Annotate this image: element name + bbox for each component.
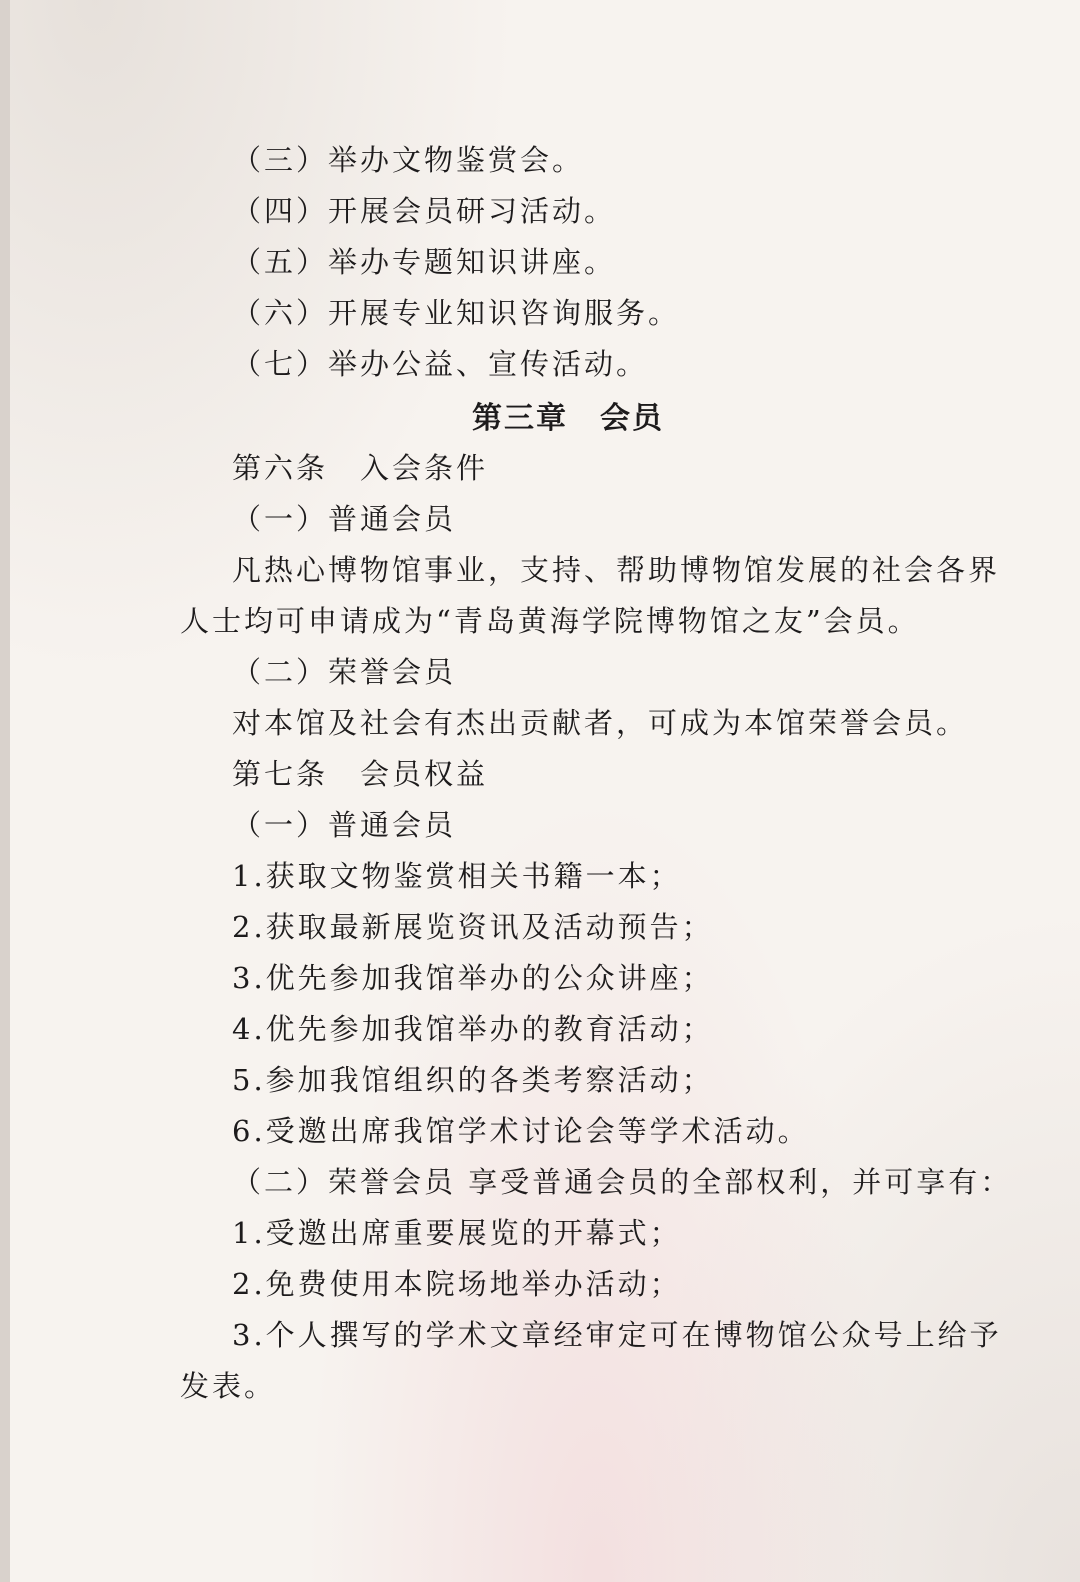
activity-item-4: （四）开展会员研习活动。 xyxy=(232,194,617,228)
benefit-item: 1.获取文物鉴赏相关书籍一本； xyxy=(232,859,682,893)
activity-item-5: （五）举办专题知识讲座。 xyxy=(232,245,617,279)
honorary-benefits-subheading: （二）荣誉会员 享受普通会员的全部权利，并可享有： xyxy=(232,1165,1013,1199)
benefit-item: 4.优先参加我馆举办的教育活动； xyxy=(232,1012,714,1046)
chapter-heading: 第三章 会员 xyxy=(472,401,664,436)
honorary-member-paragraph: 对本馆及社会有杰出贡献者，可成为本馆荣誉会员。 xyxy=(232,706,969,740)
regular-member-subheading: （一）普通会员 xyxy=(232,502,457,536)
honorary-benefit-item: 1.受邀出席重要展览的开幕式； xyxy=(232,1216,682,1250)
article-7-heading: 第七条 会员权益 xyxy=(232,757,489,791)
benefit-item: 6.受邀出席我馆学术讨论会等学术活动。 xyxy=(232,1114,810,1148)
honorary-benefit-item-continuation: 发表。 xyxy=(180,1369,277,1403)
activity-item-6: （六）开展专业知识咨询服务。 xyxy=(232,296,681,330)
benefit-item: 3.优先参加我馆举办的公众讲座； xyxy=(232,961,714,995)
honorary-benefit-item: 2.免费使用本院场地举办活动； xyxy=(232,1267,682,1301)
regular-member-paragraph-line-1: 凡热心博物馆事业，支持、帮助博物馆发展的社会各界 xyxy=(232,553,1001,587)
regular-member-paragraph-line-2: 人士均可申请成为“青岛黄海学院博物馆之友”会员。 xyxy=(180,604,920,638)
honorary-member-subheading: （二）荣誉会员 xyxy=(232,655,457,689)
activity-item-7: （七）举办公益、宣传活动。 xyxy=(232,347,649,381)
benefit-item: 2.获取最新展览资讯及活动预告； xyxy=(232,910,714,944)
activity-item-3: （三）举办文物鉴赏会。 xyxy=(232,143,585,177)
benefit-item: 5.参加我馆组织的各类考察活动； xyxy=(232,1063,714,1097)
article-6-heading: 第六条 入会条件 xyxy=(232,451,489,485)
regular-benefits-subheading: （一）普通会员 xyxy=(232,808,457,842)
honorary-benefit-item: 3.个人撰写的学术文章经审定可在博物馆公众号上给予 xyxy=(232,1318,1002,1352)
